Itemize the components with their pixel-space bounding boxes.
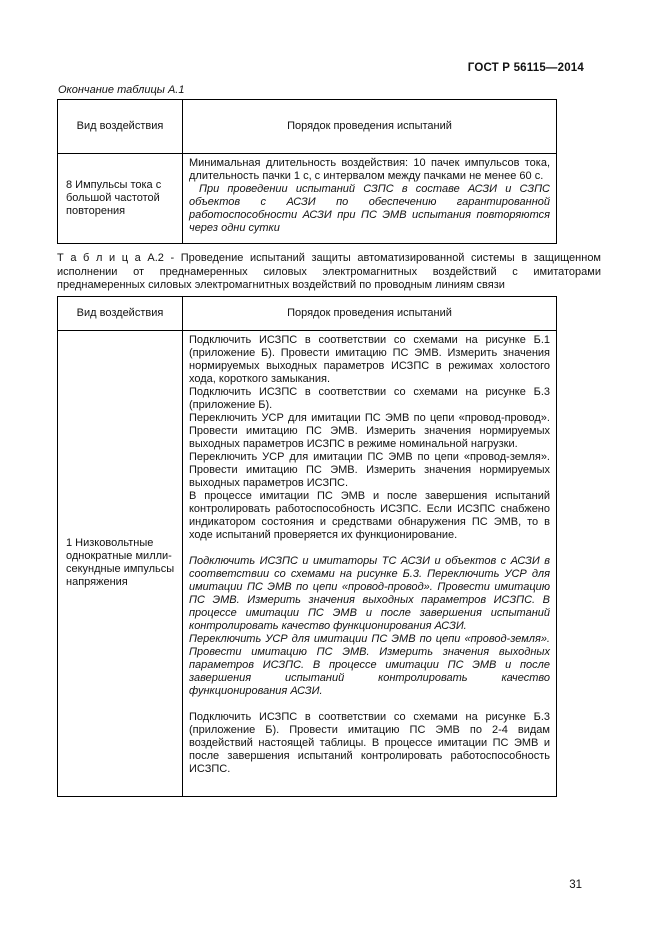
table-a1-col-header-impact: Вид воздействия [58, 100, 183, 154]
procedure-step-italic: Переключить УСР для имитации ПС ЭМВ по цепи «провод-земля». Провести имитацию ПС ЭМВ. Измерить значения выходных параметров ИСЗПС. В процессе имитации ПС ЭМВ и после завершения испытаний контролировать качество функционирования АСЗИ. [189, 632, 550, 697]
document-content [57, 84, 601, 797]
procedure-step: Подключить ИСЗПС в соответствии со схемами на рисунке Б.1 (приложение Б). Провести имитацию ПС ЭМВ. Измерить значения нормируемых выходных параметров ИСЗПС в режимах холостого хода, короткого замыкания. [189, 333, 550, 385]
table-a1-end-caption: Окончание таблицы А.1 [58, 84, 185, 96]
table-a1-header-row [58, 100, 557, 154]
table-a2-col-header-procedure: Порядок проведения испытаний [183, 296, 557, 330]
page-number: 31 [569, 879, 582, 891]
procedure-text: Минимальная длительность воздействия: 10 пачек импульсов тока, длительность пачки 1 с, с интервалом между пачками не менее 60 с. [189, 157, 550, 182]
table-row [58, 154, 557, 244]
table-a1-col-header-procedure: Порядок проведения испытаний [183, 100, 557, 154]
procedure-step: Переключить УСР для имитации ПС ЭМВ по цепи «провод-земля». Провести имитацию ПС ЭМВ. Измерить значения нормируемых выходных параметров ИСЗПС. [189, 450, 550, 489]
procedure-step-italic: Подключить ИСЗПС и имитаторы ТС АСЗИ и объектов с АСЗИ в соответствии со схемами на рисунке Б.3. Переключить УСР для имитации ПС ЭМВ по цепи «провод-провод». Провести имитацию ПС ЭМВ. Измерить значения выходных параметров ИСЗПС. В процессе имитации ПС ЭМВ и после завершения испытаний контролировать качество функционирования АСЗИ. [189, 554, 550, 632]
standard-number-header: ГОСТ Р 56115—2014 [467, 62, 584, 74]
table-a2-procedure-cell [183, 330, 557, 796]
procedure-step: В процессе имитации ПС ЭМВ и после завершения испытаний контролировать работоспособность ИСЗПС. Если ИСЗПС снабжено индикатором состояния и средствами обнаружения ПС ЭМВ, то в ходе испытаний проверяется их функционирование. [189, 489, 550, 541]
procedure-note-italic: При проведении испытаний СЗПС в составе АСЗИ и СЗПС объектов с АСЗИ по обеспечению гарантированной работоспособности АСЗИ при ПС ЭМВ испытания повторяются через одни сутки [189, 183, 550, 234]
table-a2-title: Т а б л и ц а А.2 - Проведение испытаний защиты автоматизированной системы в защищенном исполнении от преднамеренных силовых электромагнитных воздействий с имитаторами преднамеренных силовых электромагнитных воздействий по проводным линиям связи [57, 252, 601, 291]
table-a2-impact-cell: 1 Низковольтные однократные милли-секундные импульсы напряжения [58, 330, 183, 796]
table-a2-header-row [58, 296, 557, 330]
table-a1 [57, 99, 557, 244]
procedure-step: Подключить ИСЗПС в соответствии со схемами на рисунке Б.3 (приложение Б). [189, 385, 550, 411]
table-a2-col-header-impact: Вид воздействия [58, 296, 183, 330]
table-a1-procedure-cell [183, 154, 557, 244]
table-row [58, 330, 557, 796]
procedure-step: Переключить УСР для имитации ПС ЭМВ по цепи «провод-провод». Провести имитацию ПС ЭМВ. Измерить значения нормируемых выходных параметров ИСЗПС в режиме номинальной нагрузки. [189, 411, 550, 450]
table-a2 [57, 296, 557, 797]
table-a1-impact-cell: 8 Импульсы тока с большой частотой повторения [58, 154, 183, 244]
procedure-step: Подключить ИСЗПС в соответствии со схемами на рисунке Б.3 (приложение Б). Провести имитацию ПС ЭМВ по 2-4 видам воздействий настоящей таблицы. В процессе имитации ПС ЭМВ и после завершения испытаний контролировать работоспособность ИСЗПС. [189, 710, 550, 775]
